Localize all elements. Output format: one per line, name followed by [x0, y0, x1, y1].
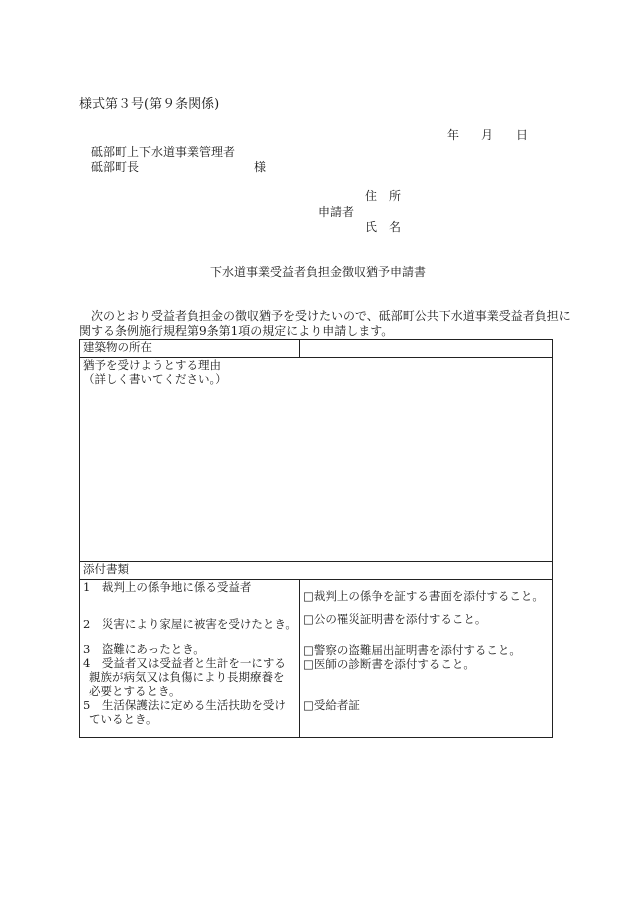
form-number: 様式第３号(第９条関係) — [79, 97, 220, 112]
doc-checkbox-4[interactable]: □医師の診断書を添付すること。 — [303, 657, 475, 671]
condition-5: 5 生活保護法に定める生活扶助を受け ているとき。 — [83, 698, 286, 726]
document-title: 下水道事業受益者負担金徴収猶予申請書 — [210, 265, 427, 279]
reason-field[interactable] — [80, 358, 553, 562]
body-text-line2: 関する条例施行規程第9条第1項の規定により申請します。 — [79, 324, 394, 338]
building-location-field[interactable] — [300, 340, 553, 358]
attachments-label: 添付書類 — [80, 562, 553, 580]
addressee-line1: 砥部町上下水道事業管理者 — [91, 145, 236, 159]
addressee-line2: 砥部町長 — [91, 160, 140, 174]
building-location-label: 建築物の所在 — [80, 340, 300, 358]
reason-label-line1: 猶予を受けようとする理由 — [83, 358, 221, 372]
body-text-line1: 次のとおり受益者負担金の徴収猶予を受けたいので、砥部町公共下水道事業受益者負担に — [91, 309, 571, 323]
condition-2: 2 災害により家屋に被害を受けたとき。 — [83, 617, 297, 631]
reason-label-line2: （詳しく書いてください。） — [83, 372, 227, 386]
doc-checkbox-2[interactable]: □公の罹災証明書を添付すること。 — [303, 612, 487, 626]
date-month-label: 月 — [481, 128, 494, 142]
conditions-column — [80, 580, 300, 738]
applicant-address-label: 住 所 — [365, 189, 402, 203]
doc-checkbox-3[interactable]: □警察の盗難届出証明書を添付すること。 — [303, 643, 521, 657]
condition-4: 4 受益者又は受益者と生計を一にする 親族が病気又は負傷により長期療養を 必要とするとき。 — [83, 656, 286, 698]
date-day-label: 日 — [516, 128, 529, 142]
addressee-honorific: 様 — [254, 160, 267, 174]
applicant-name-label: 氏 名 — [365, 220, 402, 234]
doc-checkbox-5[interactable]: □受給者証 — [303, 698, 360, 712]
condition-1: 1 裁判上の係争地に係る受益者 — [83, 580, 252, 594]
applicant-role-label: 申請者 — [318, 205, 355, 219]
date-year-label: 年 — [447, 128, 460, 142]
required-documents-column — [300, 580, 553, 738]
condition-3: 3 盗難にあったとき。 — [83, 642, 205, 656]
application-form-table — [79, 339, 553, 738]
doc-checkbox-1[interactable]: □裁判上の係争を証する書面を添付すること。 — [303, 589, 544, 603]
